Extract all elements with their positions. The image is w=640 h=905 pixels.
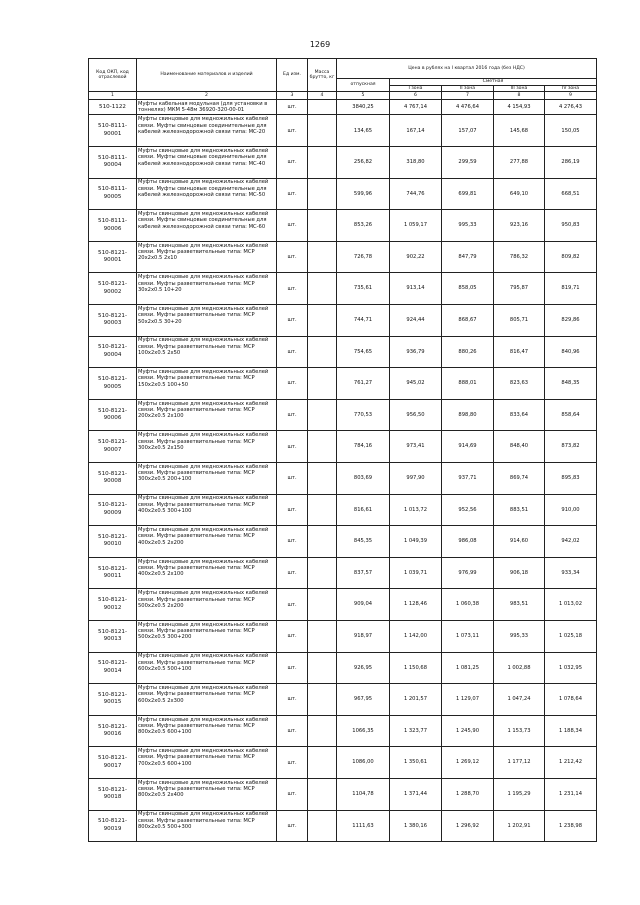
column-number: 6 bbox=[390, 92, 442, 100]
zone-1-price: 744,76 bbox=[390, 178, 442, 210]
item-mass bbox=[308, 557, 337, 589]
zone-1-price: 973,41 bbox=[390, 431, 442, 463]
item-code: 510-8111-90006 bbox=[89, 210, 137, 242]
table-row bbox=[89, 810, 597, 842]
item-name-text: Муфты свинцовые для медножильных кабелей связи. Муфты свинцовые соединительные для кабелей железнодорожной связи типа: МС-20 bbox=[138, 116, 269, 135]
item-unit: шт. bbox=[277, 399, 308, 431]
zone-2-price: 847,79 bbox=[442, 241, 494, 273]
column-number: 3 bbox=[277, 92, 308, 100]
zone-1-price: 1 371,44 bbox=[390, 778, 442, 810]
zone-3-price: 4 154,93 bbox=[494, 100, 545, 115]
header-zone-3: III зона bbox=[494, 85, 545, 92]
table-row bbox=[89, 210, 597, 242]
item-unit: шт. bbox=[277, 336, 308, 368]
zone-4-price: 1 231,14 bbox=[545, 778, 597, 810]
zone-1-price: 1 059,17 bbox=[390, 210, 442, 242]
release-price: 803,69 bbox=[337, 463, 390, 495]
zone-1-price: 1 150,68 bbox=[390, 652, 442, 684]
column-number: 7 bbox=[442, 92, 494, 100]
zone-2-price: 157,07 bbox=[442, 115, 494, 147]
zone-3-price: 848,40 bbox=[494, 431, 545, 463]
zone-2-price: 4 476,64 bbox=[442, 100, 494, 115]
zone-2-price: 986,08 bbox=[442, 526, 494, 558]
release-price: 761,27 bbox=[337, 368, 390, 400]
item-mass bbox=[308, 589, 337, 621]
zone-2-price: 1 073,11 bbox=[442, 620, 494, 652]
zone-1-price: 4 767,14 bbox=[390, 100, 442, 115]
item-name bbox=[137, 115, 277, 147]
item-unit: шт. bbox=[277, 778, 308, 810]
item-code: 510-8121-90002 bbox=[89, 273, 137, 305]
item-name-text: Муфты свинцовые для медножильных кабелей связи. Муфты разветвительные типа: МСР 700х2х0.5 600+100 bbox=[138, 748, 269, 767]
table-row bbox=[89, 305, 597, 337]
zone-4-price: 829,86 bbox=[545, 305, 597, 337]
release-price: 599,96 bbox=[337, 178, 390, 210]
item-unit: шт. bbox=[277, 115, 308, 147]
release-price: 909,04 bbox=[337, 589, 390, 621]
item-code: 510-8111-90005 bbox=[89, 178, 137, 210]
item-unit: шт. bbox=[277, 368, 308, 400]
item-name-text: Муфты свинцовые для медножильных кабелей связи. Муфты разветвительные типа: МСР 400х2х0.5 2х200 bbox=[138, 526, 269, 546]
zone-4-price: 942,02 bbox=[545, 526, 597, 558]
item-name bbox=[137, 589, 277, 621]
item-code: 510-8121-90011 bbox=[89, 557, 137, 589]
item-name bbox=[137, 778, 277, 810]
table-row bbox=[89, 778, 597, 810]
item-unit: шт. bbox=[277, 526, 308, 558]
item-mass bbox=[308, 273, 337, 305]
header-code: Код ОКП, код отраслевой bbox=[89, 59, 137, 92]
item-name-text: Муфты свинцовые для медножильных кабелей связи. Муфты разветвительные типа: МСР 400х2х0.5 2х100 bbox=[138, 558, 269, 578]
price-table bbox=[88, 58, 597, 842]
item-name bbox=[137, 494, 277, 526]
zone-4-price: 1 025,18 bbox=[545, 620, 597, 652]
item-name-text: Муфты свинцовые для медножильных кабелей связи. Муфты разветвительные типа: МСР 300х2х0.5 200+100 bbox=[138, 463, 269, 483]
table-row bbox=[89, 115, 597, 147]
item-name-text: Муфты свинцовые для медножильных кабелей связи. Муфты разветвительные типа: МСР 500х2х0.5 2х200 bbox=[138, 590, 269, 609]
zone-3-price: 1 195,29 bbox=[494, 778, 545, 810]
table-row bbox=[89, 494, 597, 526]
item-code: 510-8121-90012 bbox=[89, 589, 137, 621]
release-price: 3840,25 bbox=[337, 100, 390, 115]
item-unit: шт. bbox=[277, 715, 308, 747]
release-price: 784,16 bbox=[337, 431, 390, 463]
item-code: 510-1122 bbox=[89, 100, 137, 115]
zone-2-price: 1 288,70 bbox=[442, 778, 494, 810]
zone-2-price: 976,99 bbox=[442, 557, 494, 589]
item-mass bbox=[308, 494, 337, 526]
item-mass bbox=[308, 715, 337, 747]
item-name-text: Муфты свинцовые для медножильных кабелей связи. Муфты разветвительные типа: МСР 600х2х0.5 2х300 bbox=[138, 684, 269, 704]
zone-1-price: 913,14 bbox=[390, 273, 442, 305]
item-mass bbox=[308, 178, 337, 210]
zone-4-price: 873,82 bbox=[545, 431, 597, 463]
item-unit: шт. bbox=[277, 589, 308, 621]
table-row bbox=[89, 684, 597, 716]
release-price: 134,65 bbox=[337, 115, 390, 147]
zone-2-price: 880,26 bbox=[442, 336, 494, 368]
zone-4-price: 840,96 bbox=[545, 336, 597, 368]
zone-2-price: 299,59 bbox=[442, 147, 494, 179]
zone-3-price: 1 153,73 bbox=[494, 715, 545, 747]
release-price: 770,53 bbox=[337, 399, 390, 431]
table-row bbox=[89, 526, 597, 558]
item-code: 510-8111-90001 bbox=[89, 115, 137, 147]
zone-4-price: 1 078,64 bbox=[545, 684, 597, 716]
zone-3-price: 923,16 bbox=[494, 210, 545, 242]
item-name bbox=[137, 431, 277, 463]
item-unit: шт. bbox=[277, 463, 308, 495]
table-row bbox=[89, 368, 597, 400]
column-number: 5 bbox=[337, 92, 390, 100]
item-name-text: Муфты свинцовые для медножильных кабелей связи. Муфты разветвительные типа: МСР 400х2х0.5 300+100 bbox=[138, 495, 269, 515]
item-name bbox=[137, 620, 277, 652]
zone-4-price: 933,34 bbox=[545, 557, 597, 589]
zone-1-price: 1 350,61 bbox=[390, 747, 442, 779]
table-row bbox=[89, 589, 597, 621]
zone-4-price: 1 238,98 bbox=[545, 810, 597, 842]
item-mass bbox=[308, 241, 337, 273]
release-price: 926,95 bbox=[337, 652, 390, 684]
item-mass bbox=[308, 431, 337, 463]
release-price: 754,65 bbox=[337, 336, 390, 368]
item-name bbox=[137, 557, 277, 589]
item-mass bbox=[308, 100, 337, 115]
zone-4-price: 950,83 bbox=[545, 210, 597, 242]
table-row bbox=[89, 715, 597, 747]
item-mass bbox=[308, 336, 337, 368]
zone-3-price: 833,64 bbox=[494, 399, 545, 431]
item-code: 510-8121-90015 bbox=[89, 684, 137, 716]
zone-3-price: 883,51 bbox=[494, 494, 545, 526]
item-mass bbox=[308, 747, 337, 779]
release-price: 1086,00 bbox=[337, 747, 390, 779]
item-unit: шт. bbox=[277, 810, 308, 842]
item-name bbox=[137, 399, 277, 431]
release-price: 845,35 bbox=[337, 526, 390, 558]
item-mass bbox=[308, 684, 337, 716]
zone-3-price: 1 202,91 bbox=[494, 810, 545, 842]
zone-2-price: 995,33 bbox=[442, 210, 494, 242]
zone-3-price: 277,88 bbox=[494, 147, 545, 179]
release-price: 967,95 bbox=[337, 684, 390, 716]
zone-2-price: 1 296,92 bbox=[442, 810, 494, 842]
item-name bbox=[137, 178, 277, 210]
zone-1-price: 1 380,16 bbox=[390, 810, 442, 842]
release-price: 1066,35 bbox=[337, 715, 390, 747]
item-name bbox=[137, 273, 277, 305]
zone-1-price: 902,22 bbox=[390, 241, 442, 273]
zone-2-price: 914,69 bbox=[442, 431, 494, 463]
item-name bbox=[137, 526, 277, 558]
item-name bbox=[137, 241, 277, 273]
item-code: 510-8121-90009 bbox=[89, 494, 137, 526]
item-code: 510-8121-90003 bbox=[89, 305, 137, 337]
item-unit: шт. bbox=[277, 241, 308, 273]
item-mass bbox=[308, 526, 337, 558]
header-price-group: Цена в рублях на I квартал 2016 года (без НДС) bbox=[337, 59, 597, 79]
zone-1-price: 1 323,77 bbox=[390, 715, 442, 747]
item-code: 510-8121-90018 bbox=[89, 778, 137, 810]
zone-3-price: 906,18 bbox=[494, 557, 545, 589]
item-unit: шт. bbox=[277, 620, 308, 652]
item-code: 510-8121-90013 bbox=[89, 620, 137, 652]
item-unit: шт. bbox=[277, 431, 308, 463]
table-row bbox=[89, 178, 597, 210]
zone-2-price: 699,81 bbox=[442, 178, 494, 210]
item-mass bbox=[308, 778, 337, 810]
zone-2-price: 1 269,12 bbox=[442, 747, 494, 779]
zone-1-price: 1 013,72 bbox=[390, 494, 442, 526]
item-name-text: Муфты свинцовые для медножильных кабелей связи. Муфты разветвительные типа: МСР 800х2х0.5 500+300 bbox=[138, 811, 269, 831]
zone-1-price: 1 201,57 bbox=[390, 684, 442, 716]
item-name-text: Муфты свинцовые для медножильных кабелей связи. Муфты разветвительные типа: МСР 50х2х0.5 30+20 bbox=[138, 305, 269, 325]
zone-3-price: 1 047,24 bbox=[494, 684, 545, 716]
zone-1-price: 924,44 bbox=[390, 305, 442, 337]
zone-4-price: 848,35 bbox=[545, 368, 597, 400]
table-row bbox=[89, 463, 597, 495]
zone-2-price: 1 129,07 bbox=[442, 684, 494, 716]
item-name-text: Муфты свинцовые для медножильных кабелей связи. Муфты разветвительные типа: МСР 30х2х0.5 10+20 bbox=[138, 274, 269, 293]
item-name-text: Муфты свинцовые для медножильных кабелей связи. Муфты разветвительные типа: МСР 800х2х0.5 2х400 bbox=[138, 779, 269, 799]
item-mass bbox=[308, 210, 337, 242]
zone-3-price: 1 177,12 bbox=[494, 747, 545, 779]
item-unit: шт. bbox=[277, 100, 308, 115]
price-rows bbox=[89, 100, 597, 842]
zone-1-price: 1 142,00 bbox=[390, 620, 442, 652]
release-price: 1111,63 bbox=[337, 810, 390, 842]
item-name bbox=[137, 210, 277, 242]
item-name-text: Муфты свинцовые для медножильных кабелей связи. Муфты разветвительные типа: МСР 20х2х0.5 2х10 bbox=[138, 242, 269, 262]
item-name-text: Муфты свинцовые для медножильных кабелей связи. Муфты разветвительные типа: МСР 500х2х0.5 300+200 bbox=[138, 621, 269, 641]
item-code: 510-8121-90014 bbox=[89, 652, 137, 684]
zone-3-price: 795,87 bbox=[494, 273, 545, 305]
item-mass bbox=[308, 368, 337, 400]
release-price: 1104,78 bbox=[337, 778, 390, 810]
item-name-text: Муфты свинцовые для медножильных кабелей связи. Муфты разветвительные типа: МСР 600х2х0.5 500+100 bbox=[138, 653, 269, 673]
zone-1-price: 1 049,39 bbox=[390, 526, 442, 558]
zone-1-price: 997,90 bbox=[390, 463, 442, 495]
zone-2-price: 1 081,25 bbox=[442, 652, 494, 684]
column-number-row bbox=[89, 92, 597, 100]
table-row bbox=[89, 336, 597, 368]
item-code: 510-8121-90005 bbox=[89, 368, 137, 400]
item-name bbox=[137, 336, 277, 368]
item-mass bbox=[308, 305, 337, 337]
zone-3-price: 649,10 bbox=[494, 178, 545, 210]
zone-4-price: 1 032,95 bbox=[545, 652, 597, 684]
zone-3-price: 1 002,88 bbox=[494, 652, 545, 684]
item-code: 510-8121-90008 bbox=[89, 463, 137, 495]
table-row bbox=[89, 241, 597, 273]
item-code: 510-8121-90010 bbox=[89, 526, 137, 558]
item-name-text: Муфты свинцовые для медножильных кабелей связи. Муфты свинцовые соединительные для кабелей железнодорожной связи типа: МС-40 bbox=[138, 147, 269, 167]
item-unit: шт. bbox=[277, 210, 308, 242]
table-row bbox=[89, 431, 597, 463]
item-name-text: Муфты свинцовые для медножильных кабелей связи. Муфты разветвительные типа: МСР 200х2х0.5 2х100 bbox=[138, 400, 269, 420]
table-row bbox=[89, 147, 597, 179]
item-mass bbox=[308, 620, 337, 652]
item-name bbox=[137, 684, 277, 716]
item-mass bbox=[308, 147, 337, 179]
zone-4-price: 286,19 bbox=[545, 147, 597, 179]
item-mass bbox=[308, 115, 337, 147]
item-unit: шт. bbox=[277, 652, 308, 684]
page-number: 1269 bbox=[309, 40, 331, 49]
zone-3-price: 914,60 bbox=[494, 526, 545, 558]
zone-2-price: 898,80 bbox=[442, 399, 494, 431]
item-name bbox=[137, 810, 277, 842]
table-row bbox=[89, 557, 597, 589]
column-number: 2 bbox=[137, 92, 277, 100]
item-code: 510-8121-90007 bbox=[89, 431, 137, 463]
zone-1-price: 936,79 bbox=[390, 336, 442, 368]
table-row bbox=[89, 652, 597, 684]
zone-2-price: 952,56 bbox=[442, 494, 494, 526]
zone-4-price: 819,71 bbox=[545, 273, 597, 305]
item-code: 510-8121-90004 bbox=[89, 336, 137, 368]
item-name-text: Муфты свинцовые для медножильных кабелей связи. Муфты разветвительные типа: МСР 150х2х0.5 100+50 bbox=[138, 369, 269, 388]
item-unit: шт. bbox=[277, 305, 308, 337]
zone-1-price: 318,80 bbox=[390, 147, 442, 179]
zone-4-price: 1 188,34 bbox=[545, 715, 597, 747]
header-zone-2: II зона bbox=[442, 85, 494, 92]
release-price: 816,61 bbox=[337, 494, 390, 526]
header-name: Наименование материалов и изделий bbox=[137, 59, 277, 92]
zone-1-price: 1 039,71 bbox=[390, 557, 442, 589]
item-mass bbox=[308, 810, 337, 842]
item-name-text: Муфты свинцовые для медножильных кабелей связи. Муфты разветвительные типа: МСР 100х2х0.5 2х50 bbox=[138, 337, 269, 357]
item-code: 510-8121-90017 bbox=[89, 747, 137, 779]
item-code: 510-8121-90001 bbox=[89, 241, 137, 273]
item-unit: шт. bbox=[277, 494, 308, 526]
zone-4-price: 4 276,43 bbox=[545, 100, 597, 115]
item-name-text: Муфты свинцовые для медножильных кабелей связи. Муфты разветвительные типа: МСР 300х2х0.5 2х150 bbox=[138, 432, 269, 451]
item-name bbox=[137, 147, 277, 179]
zone-3-price: 805,71 bbox=[494, 305, 545, 337]
header-zone-4: IV зона bbox=[545, 85, 597, 92]
zone-4-price: 150,05 bbox=[545, 115, 597, 147]
release-price: 256,82 bbox=[337, 147, 390, 179]
item-mass bbox=[308, 399, 337, 431]
item-name bbox=[137, 652, 277, 684]
zone-2-price: 937,71 bbox=[442, 463, 494, 495]
item-unit: шт. bbox=[277, 747, 308, 779]
table-row bbox=[89, 100, 597, 115]
table-row bbox=[89, 273, 597, 305]
zone-2-price: 888,01 bbox=[442, 368, 494, 400]
item-code: 510-8121-90016 bbox=[89, 715, 137, 747]
zone-2-price: 868,67 bbox=[442, 305, 494, 337]
item-unit: шт. bbox=[277, 273, 308, 305]
header-release: отпускная bbox=[337, 79, 390, 92]
item-code: 510-8111-90004 bbox=[89, 147, 137, 179]
zone-4-price: 910,00 bbox=[545, 494, 597, 526]
column-number: 1 bbox=[89, 92, 137, 100]
header-mass: Масса брутто, кг bbox=[308, 59, 337, 92]
item-code: 510-8121-90019 bbox=[89, 810, 137, 842]
item-name-text: Муфты свинцовые для медножильных кабелей связи. Муфты свинцовые соединительные для кабелей железнодорожной связи типа: МС-50 bbox=[138, 179, 269, 199]
release-price: 837,57 bbox=[337, 557, 390, 589]
zone-1-price: 956,50 bbox=[390, 399, 442, 431]
zone-2-price: 858,05 bbox=[442, 273, 494, 305]
header-estimate: Сметная bbox=[390, 79, 597, 86]
item-name bbox=[137, 747, 277, 779]
zone-3-price: 995,33 bbox=[494, 620, 545, 652]
item-name-text: Муфты свинцовые для медножильных кабелей связи. Муфты свинцовые соединительные для кабелей железнодорожной связи типа: МС-60 bbox=[138, 211, 269, 230]
zone-3-price: 823,63 bbox=[494, 368, 545, 400]
zone-4-price: 858,64 bbox=[545, 399, 597, 431]
header-zone-1: I зона bbox=[390, 85, 442, 92]
zone-4-price: 1 212,42 bbox=[545, 747, 597, 779]
item-name bbox=[137, 100, 277, 115]
table-row bbox=[89, 620, 597, 652]
item-mass bbox=[308, 463, 337, 495]
column-number: 4 bbox=[308, 92, 337, 100]
item-unit: шт. bbox=[277, 147, 308, 179]
zone-2-price: 1 245,90 bbox=[442, 715, 494, 747]
item-unit: шт. bbox=[277, 557, 308, 589]
zone-4-price: 895,83 bbox=[545, 463, 597, 495]
column-number: 8 bbox=[494, 92, 545, 100]
item-mass bbox=[308, 652, 337, 684]
zone-3-price: 145,68 bbox=[494, 115, 545, 147]
zone-4-price: 809,82 bbox=[545, 241, 597, 273]
zone-1-price: 167,14 bbox=[390, 115, 442, 147]
item-name bbox=[137, 715, 277, 747]
zone-4-price: 1 013,02 bbox=[545, 589, 597, 621]
table-row bbox=[89, 399, 597, 431]
zone-1-price: 1 128,46 bbox=[390, 589, 442, 621]
item-code: 510-8121-90006 bbox=[89, 399, 137, 431]
zone-3-price: 816,47 bbox=[494, 336, 545, 368]
column-number: 9 bbox=[545, 92, 597, 100]
zone-1-price: 945,02 bbox=[390, 368, 442, 400]
release-price: 744,71 bbox=[337, 305, 390, 337]
release-price: 726,78 bbox=[337, 241, 390, 273]
zone-3-price: 983,51 bbox=[494, 589, 545, 621]
item-name bbox=[137, 305, 277, 337]
zone-2-price: 1 060,38 bbox=[442, 589, 494, 621]
item-unit: шт. bbox=[277, 684, 308, 716]
zone-3-price: 786,32 bbox=[494, 241, 545, 273]
release-price: 918,97 bbox=[337, 620, 390, 652]
header-unit: Ед изм. bbox=[277, 59, 308, 92]
zone-4-price: 668,51 bbox=[545, 178, 597, 210]
release-price: 735,61 bbox=[337, 273, 390, 305]
item-name bbox=[137, 463, 277, 495]
release-price: 853,26 bbox=[337, 210, 390, 242]
item-name-text: Муфты кабельная модульная (для установки в тоннелях) МКМ 5-48м 36920-320-00-01 bbox=[138, 101, 268, 114]
item-name bbox=[137, 368, 277, 400]
table-row bbox=[89, 747, 597, 779]
zone-3-price: 869,74 bbox=[494, 463, 545, 495]
item-name-text: Муфты свинцовые для медножильных кабелей связи. Муфты разветвительные типа: МСР 800х2х0.5 600+100 bbox=[138, 716, 269, 736]
item-unit: шт. bbox=[277, 178, 308, 210]
